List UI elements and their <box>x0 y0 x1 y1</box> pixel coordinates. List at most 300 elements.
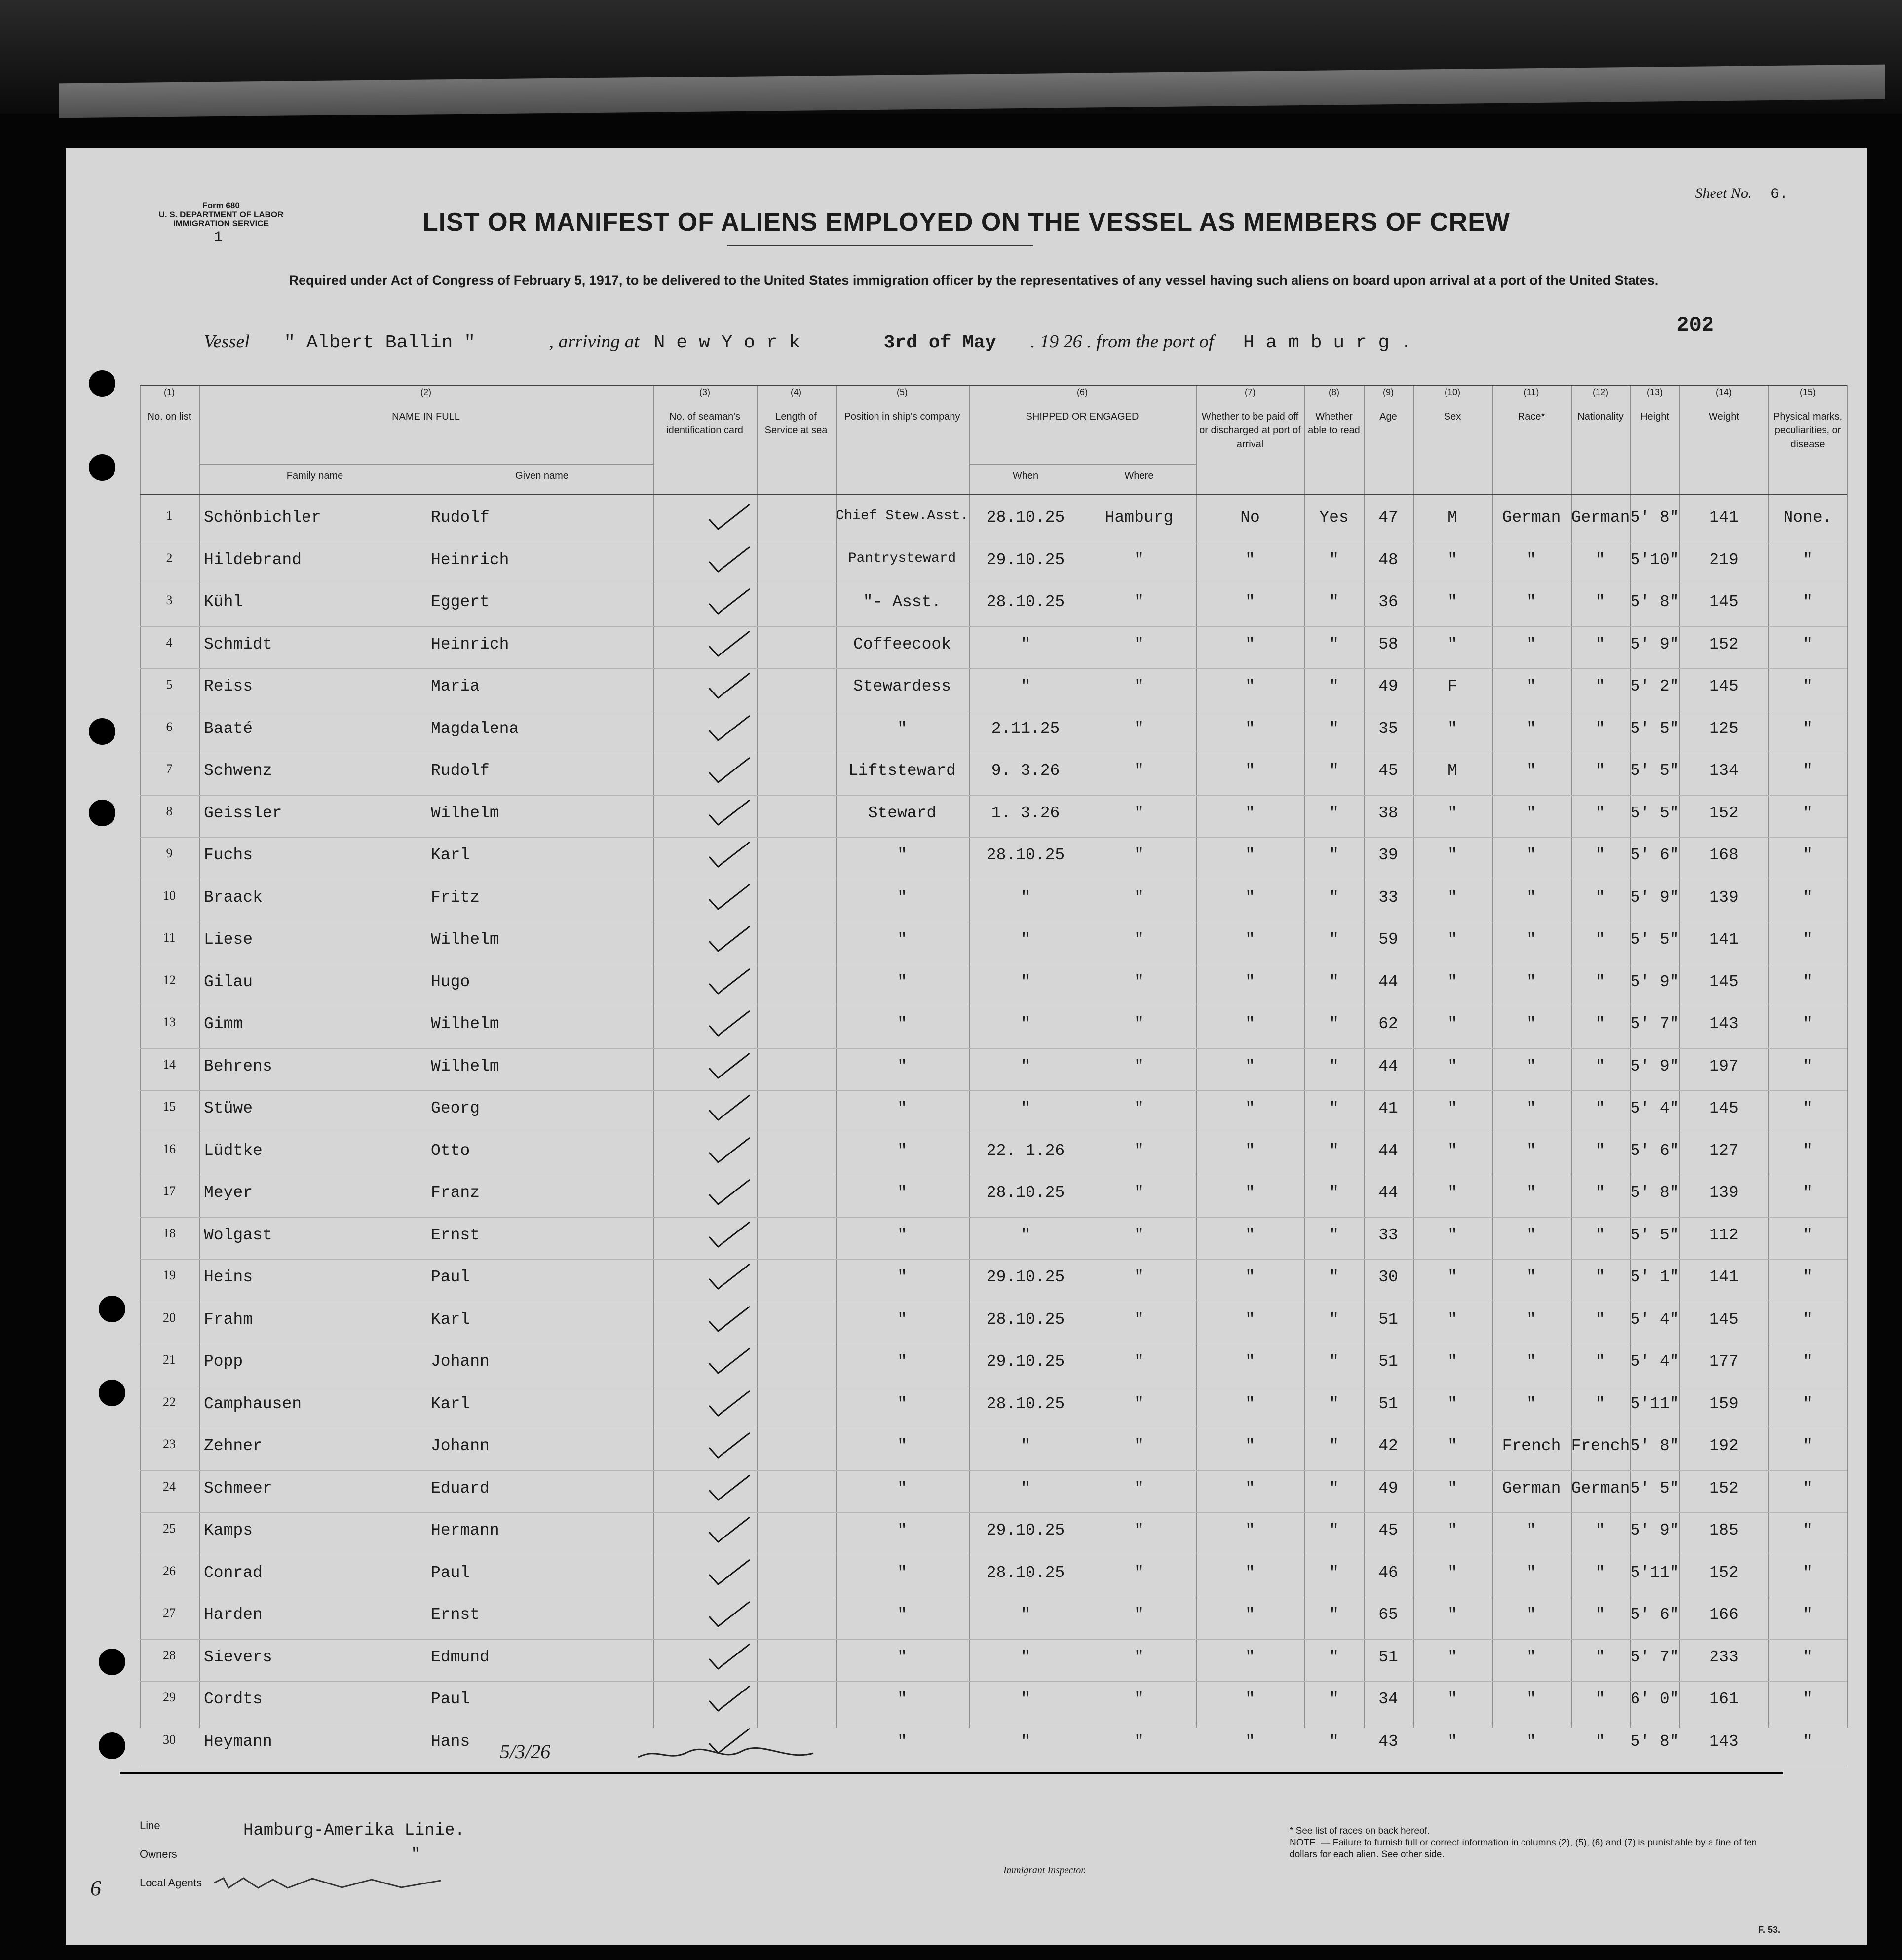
cell-height: 6' 0" <box>1630 1690 1679 1708</box>
cell-when: " <box>1021 1606 1030 1624</box>
cell-race: " <box>1526 593 1536 611</box>
cell-weight: 161 <box>1709 1690 1739 1708</box>
cell-family: Fuchs <box>204 846 253 864</box>
cell-paid: " <box>1245 1690 1255 1708</box>
cell-nat: " <box>1596 930 1605 949</box>
shipped-subrule <box>969 464 1196 465</box>
owners-label: Owners <box>140 1848 177 1860</box>
cell-family: Schwenz <box>204 762 272 780</box>
table-row <box>140 884 1847 913</box>
cell-no: 6 <box>166 719 173 734</box>
cell-position: "- Asst. <box>863 593 942 611</box>
cell-paid: " <box>1245 1606 1255 1624</box>
cell-race: " <box>1526 1310 1536 1329</box>
table-row <box>140 1601 1847 1630</box>
cell-marks: " <box>1803 1057 1813 1076</box>
sheet-number <box>1695 185 1788 203</box>
checkmark-icon <box>707 1390 752 1418</box>
cell-sex: " <box>1447 1099 1457 1117</box>
column-header: No. of seaman's identification card <box>666 411 743 436</box>
cell-nat: German <box>1571 508 1630 527</box>
cell-height: 5' 5" <box>1630 804 1679 822</box>
cell-sex: " <box>1447 1732 1457 1751</box>
cell-no: 25 <box>163 1521 176 1536</box>
checkmark-icon <box>707 757 752 784</box>
table-row <box>140 630 1847 660</box>
cell-when: " <box>1021 972 1030 991</box>
cell-race: " <box>1526 1352 1536 1371</box>
note-penalty: NOTE. — Failure to furnish full or correct information in columns (2), (5), (6) and (7) is punishable by a fine of ten dollars for each alien. See other side. <box>1290 1838 1757 1860</box>
column-number: (15) <box>1799 387 1816 397</box>
cell-paid: " <box>1245 972 1255 991</box>
cell-nat: " <box>1596 550 1605 569</box>
cell-height: 5' 9" <box>1630 1057 1679 1076</box>
cell-weight: 166 <box>1709 1606 1739 1624</box>
cell-where: " <box>1134 804 1144 822</box>
cell-when: " <box>1021 1099 1030 1117</box>
cell-given: Eggert <box>431 593 490 611</box>
vessel-name: " Albert Ballin " <box>284 332 476 353</box>
column-number: (13) <box>1646 387 1663 397</box>
cell-sex: " <box>1447 1310 1457 1329</box>
cell-sex: " <box>1447 930 1457 949</box>
cell-weight: 219 <box>1709 550 1739 569</box>
row-rule <box>140 1090 1847 1091</box>
cell-where: " <box>1134 593 1144 611</box>
cell-position: " <box>897 1226 907 1244</box>
cell-height: 5'11" <box>1630 1563 1679 1582</box>
cell-race: " <box>1526 1141 1536 1160</box>
vessel-number: 202 <box>1676 313 1714 337</box>
cell-sex: " <box>1447 1141 1457 1160</box>
cell-race: " <box>1526 1606 1536 1624</box>
cell-where: " <box>1134 1563 1144 1582</box>
list-end-rule <box>120 1772 1783 1774</box>
cell-where: " <box>1134 972 1144 991</box>
cell-family: Harden <box>204 1606 263 1624</box>
cell-read: " <box>1329 930 1339 949</box>
cell-when: " <box>1021 1226 1030 1244</box>
table-row <box>140 1516 1847 1546</box>
cell-sex: " <box>1447 1479 1457 1498</box>
checkmark-icon <box>707 1010 752 1038</box>
cell-family: Braack <box>204 888 263 907</box>
cell-nat: " <box>1596 1732 1605 1751</box>
cell-paid: " <box>1245 1268 1255 1286</box>
cell-no: 1 <box>166 508 173 523</box>
cell-height: 5' 6" <box>1630 1141 1679 1160</box>
checkmark-icon <box>707 884 752 911</box>
table-row <box>140 546 1847 576</box>
table-row <box>140 1432 1847 1461</box>
checkmark-icon <box>707 799 752 827</box>
cell-race: " <box>1526 1226 1536 1244</box>
cell-no: 26 <box>163 1563 176 1578</box>
cell-paid: " <box>1245 762 1255 780</box>
cell-given: Fritz <box>431 888 480 907</box>
subcolumn-header-given: Given name <box>515 470 569 481</box>
cell-race: " <box>1526 1099 1536 1117</box>
cell-age: 47 <box>1378 508 1398 527</box>
table-row <box>140 1010 1847 1039</box>
subcolumn-header-when: When <box>1012 470 1039 481</box>
cell-sex: " <box>1447 1226 1457 1244</box>
cell-race: " <box>1526 677 1536 695</box>
cell-race: " <box>1526 550 1536 569</box>
cell-where: " <box>1134 1690 1144 1708</box>
cell-read: " <box>1329 593 1339 611</box>
page-subtitle: Required under Act of Congress of February 5, 1917, to be delivered to the United States immigration officer by the representatives of any vessel having such aliens on board upon arrival at a port of the United States. <box>289 273 1659 288</box>
table-row <box>140 1306 1847 1335</box>
cell-age: 38 <box>1378 804 1398 822</box>
cell-height: 5' 4" <box>1630 1099 1679 1117</box>
row-rule <box>140 1259 1847 1260</box>
cell-marks: " <box>1803 1521 1813 1539</box>
cell-marks: " <box>1803 1437 1813 1455</box>
cell-sex: " <box>1447 719 1457 738</box>
cell-height: 5' 6" <box>1630 846 1679 864</box>
cell-weight: 159 <box>1709 1394 1739 1413</box>
cell-no: 23 <box>163 1437 176 1451</box>
cell-weight: 145 <box>1709 593 1739 611</box>
cell-height: 5' 4" <box>1630 1310 1679 1329</box>
arrival-year: . 19 26 . <box>1030 331 1092 352</box>
cell-age: 43 <box>1378 1732 1398 1751</box>
column-number: (12) <box>1592 387 1608 397</box>
cell-nat: " <box>1596 1057 1605 1076</box>
cell-position: Coffeecook <box>853 635 951 653</box>
cell-weight: 112 <box>1709 1226 1739 1244</box>
cell-age: 33 <box>1378 1226 1398 1244</box>
cell-where: " <box>1134 677 1144 695</box>
cell-where: " <box>1134 1394 1144 1413</box>
checkmark-icon <box>707 588 752 615</box>
cell-given: Johann <box>431 1352 490 1371</box>
cell-sex: " <box>1447 1563 1457 1582</box>
cell-read: " <box>1329 1437 1339 1455</box>
cell-given: Rudolf <box>431 762 490 780</box>
line-value: Hamburg-Amerika Linie. <box>243 1821 465 1840</box>
table-row <box>140 1263 1847 1293</box>
cell-read: " <box>1329 972 1339 991</box>
cell-sex: " <box>1447 1606 1457 1624</box>
cell-race: " <box>1526 1057 1536 1076</box>
cell-marks: " <box>1803 1226 1813 1244</box>
cell-where: " <box>1134 1226 1144 1244</box>
cell-weight: 134 <box>1709 762 1739 780</box>
cell-position: " <box>897 972 907 991</box>
cell-given: Karl <box>431 1310 470 1329</box>
table-row <box>140 672 1847 702</box>
cell-sex: " <box>1447 1521 1457 1539</box>
checkmark-icon <box>707 968 752 996</box>
cell-read: " <box>1329 1141 1339 1160</box>
cell-no: 13 <box>163 1015 176 1029</box>
cell-position: " <box>897 1648 907 1666</box>
cell-where: " <box>1134 635 1144 653</box>
header-rule <box>140 385 1847 386</box>
cell-race: " <box>1526 635 1536 653</box>
cell-family: Wolgast <box>204 1226 272 1244</box>
cell-family: Gimm <box>204 1015 243 1033</box>
column-header: Whether to be paid off or discharged at port of arrival <box>1199 411 1301 450</box>
row-rule <box>140 1639 1847 1640</box>
cell-family: Behrens <box>204 1057 272 1076</box>
cell-paid: " <box>1245 1141 1255 1160</box>
vessel-line <box>204 331 1783 353</box>
cell-when: 28.10.25 <box>986 508 1065 527</box>
column-header: Height <box>1640 411 1669 422</box>
cell-given: Paul <box>431 1690 470 1708</box>
column-number: (9) <box>1383 387 1394 397</box>
column-number: (11) <box>1523 387 1539 397</box>
cell-nat: " <box>1596 635 1605 653</box>
punch-hole <box>99 1649 125 1675</box>
cell-marks: " <box>1803 635 1813 653</box>
cell-weight: 141 <box>1709 508 1739 527</box>
column-header: Race* <box>1518 411 1545 422</box>
cell-when: 29.10.25 <box>986 550 1065 569</box>
cell-age: 35 <box>1378 719 1398 738</box>
cell-read: " <box>1329 719 1339 738</box>
cell-position: " <box>897 1563 907 1582</box>
cell-given: Georg <box>431 1099 480 1117</box>
column-border <box>1847 385 1848 1728</box>
sheet-label: Sheet No. <box>1695 185 1752 201</box>
cell-when: 29.10.25 <box>986 1268 1065 1286</box>
column-number: (14) <box>1715 387 1732 397</box>
cell-sex: M <box>1447 762 1457 780</box>
cell-race: " <box>1526 1521 1536 1539</box>
cell-position: " <box>897 719 907 738</box>
table-row <box>140 588 1847 617</box>
cell-marks: " <box>1803 1141 1813 1160</box>
cell-marks: " <box>1803 1394 1813 1413</box>
cell-paid: " <box>1245 888 1255 907</box>
cell-family: Schönbichler <box>204 508 321 527</box>
cell-height: 5' 9" <box>1630 888 1679 907</box>
cell-family: Stüwe <box>204 1099 253 1117</box>
cell-weight: 145 <box>1709 972 1739 991</box>
cell-given: Rudolf <box>431 508 490 527</box>
cell-where: " <box>1134 719 1144 738</box>
column-number: (5) <box>897 387 908 397</box>
punch-hole <box>89 800 115 826</box>
cell-race: " <box>1526 719 1536 738</box>
cell-paid: " <box>1245 635 1255 653</box>
signature-scribble-icon <box>638 1747 816 1762</box>
corner-mark: 6 <box>90 1876 101 1900</box>
cell-given: Edmund <box>431 1648 490 1666</box>
agents-label: Local Agents <box>140 1877 202 1889</box>
handwritten-annotation: 5/3/26 <box>500 1740 551 1763</box>
cell-weight: 152 <box>1709 635 1739 653</box>
cell-position: " <box>897 1606 907 1624</box>
cell-sex: " <box>1447 1015 1457 1033</box>
cell-position: Steward <box>868 804 937 822</box>
cell-when: 9. 3.26 <box>991 762 1060 780</box>
punch-hole <box>99 1296 125 1322</box>
cell-sex: " <box>1447 972 1457 991</box>
cell-no: 28 <box>163 1648 176 1662</box>
cell-position: Pantrysteward <box>848 550 956 566</box>
cell-marks: " <box>1803 804 1813 822</box>
cell-when: " <box>1021 1732 1030 1751</box>
cell-read: " <box>1329 1310 1339 1329</box>
cell-paid: " <box>1245 1563 1255 1582</box>
cell-sex: " <box>1447 593 1457 611</box>
table-row <box>140 1474 1847 1504</box>
cell-given: Hermann <box>431 1521 499 1539</box>
cell-marks: " <box>1803 677 1813 695</box>
cell-no: 7 <box>166 762 173 776</box>
cell-weight: 185 <box>1709 1521 1739 1539</box>
cell-age: 65 <box>1378 1606 1398 1624</box>
cell-when: " <box>1021 1690 1030 1708</box>
cell-weight: 192 <box>1709 1437 1739 1455</box>
note-races: * See list of races on back hereof. <box>1290 1826 1430 1836</box>
cell-when: " <box>1021 1437 1030 1455</box>
cell-no: 17 <box>163 1184 176 1198</box>
checkmark-icon <box>707 630 752 658</box>
cell-sex: " <box>1447 846 1457 864</box>
column-header: SHIPPED OR ENGAGED <box>1026 411 1139 422</box>
cell-race: German <box>1502 1479 1561 1498</box>
column-header: Length of Service at sea <box>764 411 828 436</box>
cell-race: " <box>1526 1184 1536 1202</box>
cell-given: Hugo <box>431 972 470 991</box>
table-row <box>140 757 1847 786</box>
cell-weight: 177 <box>1709 1352 1739 1371</box>
cell-weight: 139 <box>1709 1184 1739 1202</box>
cell-no: 16 <box>163 1141 176 1156</box>
cell-nat: " <box>1596 1141 1605 1160</box>
cell-nat: " <box>1596 1648 1605 1666</box>
cell-marks: " <box>1803 1606 1813 1624</box>
column-header: Physical marks, peculiarities, or disease <box>1773 411 1843 450</box>
cell-age: 30 <box>1378 1268 1398 1286</box>
cell-no: 27 <box>163 1606 176 1620</box>
checkmark-icon <box>707 1601 752 1628</box>
cell-no: 22 <box>163 1394 176 1409</box>
column-header: NAME IN FULL <box>392 411 460 422</box>
table-row <box>140 503 1847 533</box>
cell-marks: " <box>1803 972 1813 991</box>
cell-when: 2.11.25 <box>991 719 1060 738</box>
cell-sex: " <box>1447 635 1457 653</box>
cell-read: " <box>1329 1268 1339 1286</box>
cell-position: " <box>897 1184 907 1202</box>
cell-paid: " <box>1245 846 1255 864</box>
cell-given: Paul <box>431 1563 470 1582</box>
cell-no: 5 <box>166 677 173 692</box>
cell-where: " <box>1134 1268 1144 1286</box>
cell-age: 49 <box>1378 1479 1398 1498</box>
cell-when: 28.10.25 <box>986 1563 1065 1582</box>
cell-family: Gilau <box>204 972 253 991</box>
cell-height: 5' 8" <box>1630 508 1679 527</box>
cell-sex: F <box>1447 677 1457 695</box>
cell-read: " <box>1329 1479 1339 1498</box>
cell-family: Zehner <box>204 1437 263 1455</box>
title-underline <box>727 245 1033 246</box>
cell-nat: " <box>1596 1394 1605 1413</box>
cell-family: Schmidt <box>204 635 272 653</box>
column-number: (1) <box>164 387 175 397</box>
cell-paid: " <box>1245 1352 1255 1371</box>
cell-sex: " <box>1447 550 1457 569</box>
crew-table <box>140 385 1847 1751</box>
cell-position: " <box>897 888 907 907</box>
cell-given: Karl <box>431 846 470 864</box>
arrival-date: 3rd of May <box>883 332 996 353</box>
cell-family: Conrad <box>204 1563 263 1582</box>
checkmark-icon <box>707 1052 752 1080</box>
arrival-port: N e w Y o r k <box>653 332 800 353</box>
form-department: U. S. DEPARTMENT OF LABOR <box>158 210 284 219</box>
cell-race: " <box>1526 804 1536 822</box>
column-number: (6) <box>1077 387 1088 397</box>
cell-no: 21 <box>163 1352 176 1367</box>
cell-family: Lüdtke <box>204 1141 263 1160</box>
cell-read: " <box>1329 804 1339 822</box>
column-number: (10) <box>1444 387 1460 397</box>
cell-age: 44 <box>1378 1057 1398 1076</box>
table-row <box>140 1685 1847 1715</box>
cell-weight: 152 <box>1709 804 1739 822</box>
cell-paid: " <box>1245 1732 1255 1751</box>
cell-marks: " <box>1803 593 1813 611</box>
cell-weight: 139 <box>1709 888 1739 907</box>
cell-family: Meyer <box>204 1184 253 1202</box>
cell-where: " <box>1134 1184 1144 1202</box>
cell-height: 5' 5" <box>1630 762 1679 780</box>
cell-read: " <box>1329 1394 1339 1413</box>
cell-family: Reiss <box>204 677 253 695</box>
cell-where: " <box>1134 846 1144 864</box>
cell-paid: " <box>1245 804 1255 822</box>
cell-marks: " <box>1803 762 1813 780</box>
cell-nat: " <box>1596 1521 1605 1539</box>
cell-given: Ernst <box>431 1606 480 1624</box>
cell-when: 1. 3.26 <box>991 804 1060 822</box>
row-rule <box>140 668 1847 669</box>
cell-given: Heinrich <box>431 550 509 569</box>
table-row <box>140 841 1847 871</box>
cell-when: 29.10.25 <box>986 1521 1065 1539</box>
column-header: Position in ship's company <box>844 411 960 422</box>
cell-when: " <box>1021 1015 1030 1033</box>
cell-height: 5' 8" <box>1630 1184 1679 1202</box>
cell-when: " <box>1021 888 1030 907</box>
cell-age: 44 <box>1378 1141 1398 1160</box>
cell-marks: " <box>1803 550 1813 569</box>
cell-read: " <box>1329 1352 1339 1371</box>
cell-height: 5' 5" <box>1630 1479 1679 1498</box>
column-header: No. on list <box>147 411 191 422</box>
cell-when: 28.10.25 <box>986 593 1065 611</box>
cell-paid: " <box>1245 1394 1255 1413</box>
cell-marks: " <box>1803 1479 1813 1498</box>
table-row <box>140 1094 1847 1124</box>
column-number: (3) <box>699 387 710 397</box>
page-mark: 1 <box>214 230 223 246</box>
cell-paid: No <box>1240 508 1260 527</box>
cell-no: 19 <box>163 1268 176 1282</box>
cell-weight: 143 <box>1709 1732 1739 1751</box>
column-header: Nationality <box>1577 411 1624 422</box>
cell-weight: 197 <box>1709 1057 1739 1076</box>
